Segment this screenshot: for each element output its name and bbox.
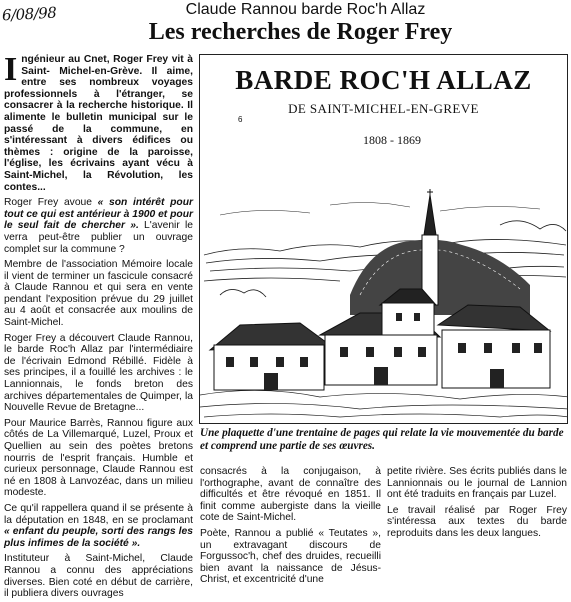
figure-title: BARDE ROC'H ALLAZ: [235, 65, 532, 95]
booklet-cover-figure: [199, 54, 568, 424]
paragraph: Le travail réalisé par Roger Frey s'intéressa aux textes du barde reproduits dans les deux langues.: [387, 504, 567, 539]
kicker: Claude Rannou barde Roc'h Allaz: [185, 1, 426, 18]
drop-cap: I: [4, 51, 18, 88]
paragraph: [4, 197, 193, 255]
figure-caption: Une plaquette d'une trentaine de pages qui relate la vie mouvementée du barde et comprend une partie de ses œuvres.: [200, 427, 564, 452]
paragraph-text: Roger Frey avoue: [4, 197, 98, 209]
paragraph: Instituteur à Saint-Michel, Claude Rannou a connu des appréciations diverses. Bien coté en début de carrière, il publiera divers ouvrages: [4, 553, 193, 600]
handwritten-date: 6/08/98: [1, 3, 57, 25]
paragraph: Poète, Rannou a publié « Teutates », un extravagant discours de Forgussoc'h, chef des druides, recueilli bien avant la naissance de Jésus-Christ, et excentricité d'une: [200, 527, 381, 586]
figure-subtitle: DE SAINT-MICHEL-EN-GREVE: [288, 101, 479, 116]
paragraph-text: Ce qu'il rappellera quand il se présente à la députation en 1848, en se proclamant: [4, 502, 193, 526]
article-column-middle: [200, 466, 381, 590]
paragraph-text: L'avenir le verra peut-être publier un ouvrage complet sur la commune ?: [4, 220, 193, 255]
figure-mark: 6: [238, 115, 243, 124]
quote: « enfant du peuple, sorti des rangs les plus infimes de la société ».: [4, 526, 193, 549]
paragraph: consacrés à la conjugaison, à l'orthographe, avant de connaître des difficultés et être révoqué en 1851. Il finit comme aubergiste dans la vieille cote de Saint-Michel.: [200, 466, 381, 524]
intro-paragraph: [4, 51, 193, 193]
quote: « son intérêt pour tout ce qui est antérieur à 1900 et pour le seul fait de chercher ».: [4, 197, 193, 232]
figure-years: 1808 - 1869: [363, 133, 421, 147]
paragraph: [4, 503, 193, 549]
paragraph: Roger Frey a découvert Claude Rannou, le barde Roc'h Allaz par l'intermédiaire de l'écrivain Edmond Rébillé. Fidèle à ses principes, il a fouillé les archives : le Lannionnais, le fonds breton des archives départementales de Quimper, la Nouvelle Revue de Bretagne...: [4, 332, 193, 414]
paragraph: Membre de l'association Mémoire locale il vient de terminer un fascicule consacré à Claude Rannou et qui sera en vente pendant l'exposition prévue du 29 juillet au 4 août et consacrée aux moulins de Saint-Michel.: [4, 259, 193, 329]
village-etching-illustration: [200, 185, 568, 424]
headline: Les recherches de Roger Frey: [148, 19, 453, 45]
article-column-right: [387, 466, 567, 544]
paragraph: petite rivière. Ses écrits publiés dans le Lannionnais ou le journal de Lannion ont été traduits en français par Luzel.: [387, 466, 567, 501]
paragraph: Pour Maurice Barrès, Rannou figure aux côtés de La Villemarqué, Luzel, Proux et Quellien au sein des poètes bretons nourris de l'esprit français. Humble et curieux personnage, Claude Rannou est né en 1808 à Lanvozéac, dans un milieu modeste.: [4, 417, 193, 499]
intro-text: ngénieur au Cnet, Roger Frey vit à Saint- Michel-en-Grève. Il aime, entre ses nombreux voyages professionnels à l'étranger, se consacrer à la recherche historique. Il alimente le bulletin municipal sur le passé de la commune, en s'intéressant à divers édifices ou thèmes : origine de la paroisse, l'église, les écrivains ayant vécu à Saint-Michel, la Révolution, les contes...: [4, 54, 193, 193]
article-column-left: [4, 51, 193, 602]
